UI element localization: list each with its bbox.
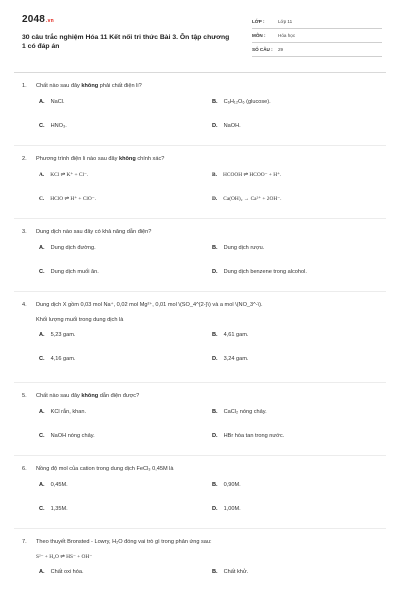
question-stem xyxy=(22,301,382,309)
option-label: C. xyxy=(39,123,45,129)
option-label: C. xyxy=(39,506,45,512)
option-text: HBr hòa tan trong nước. xyxy=(223,433,285,439)
question-1 xyxy=(22,82,382,139)
answer-options xyxy=(22,482,382,522)
option-b[interactable] xyxy=(212,245,264,251)
option-text: 1,35M. xyxy=(50,506,68,512)
option-text: 4,61 gam. xyxy=(223,332,249,338)
question-stem xyxy=(22,155,382,163)
option-c[interactable] xyxy=(39,506,68,512)
option-b[interactable] xyxy=(212,569,248,575)
question-3 xyxy=(22,228,382,285)
option-text: 0,45M. xyxy=(50,482,68,488)
question-7 xyxy=(22,538,382,583)
option-d[interactable] xyxy=(212,123,241,129)
question-stem xyxy=(22,392,382,400)
option-b[interactable] xyxy=(212,482,241,488)
option-text: NaCl. xyxy=(50,99,65,105)
option-label: D. xyxy=(212,123,218,129)
option-a[interactable] xyxy=(39,245,96,251)
meta-key: SỐ CÂU : xyxy=(252,47,273,52)
option-c[interactable] xyxy=(39,196,96,202)
option-text: 3,24 gam. xyxy=(223,356,249,362)
option-b[interactable] xyxy=(212,332,248,338)
page-title: 30 câu trắc nghiệm Hóa 11 Kết nối tri thức Bài 3. Ôn tập chương 1 có đáp án xyxy=(22,34,230,50)
question-stem xyxy=(22,538,382,546)
stem-bold: không xyxy=(81,83,99,89)
option-label: A. xyxy=(39,332,45,338)
option-text: 5,23 gam. xyxy=(50,332,76,338)
stem-part: Phương trình điện li nào sau đây xyxy=(36,156,119,162)
stem-bold: không xyxy=(81,393,99,399)
option-text: Dung dịch muối ăn. xyxy=(50,269,99,275)
option-label: D. xyxy=(212,356,218,362)
question-text: Nồng độ mol của cation trong dung dịch FeCl₃ 0,45M là xyxy=(36,466,174,472)
option-text: Dung dịch rượu. xyxy=(223,245,265,251)
header-divider xyxy=(14,72,386,73)
stem-part: Chất nào sau đây xyxy=(36,83,82,89)
option-label: B. xyxy=(212,482,218,488)
option-label: C. xyxy=(39,433,45,439)
option-a[interactable] xyxy=(39,99,65,105)
answer-options xyxy=(22,332,382,372)
stem-part: phải chất điện li? xyxy=(98,83,142,89)
answer-options xyxy=(22,99,382,139)
question-number: 1. xyxy=(22,83,27,89)
question-separator xyxy=(14,145,386,146)
option-text: HClO ⇌ H⁺ + ClO⁻. xyxy=(50,196,96,202)
option-label: A. xyxy=(39,99,45,105)
stem-part: dẫn điện được? xyxy=(98,393,140,399)
meta-panel xyxy=(252,18,382,60)
question-stem xyxy=(22,465,382,473)
option-text: KCl ⇌ K⁺ + Cl⁻. xyxy=(50,172,89,178)
question-text xyxy=(36,155,382,163)
site-logo[interactable] xyxy=(22,14,54,25)
question-continuation: Khối lượng muối trong dung dịch là xyxy=(36,317,124,323)
meta-value: Hóa học xyxy=(278,33,296,38)
option-label: B. xyxy=(212,172,217,178)
question-text: Dung dịch nào sau đây có khả năng dẫn điện? xyxy=(36,229,152,235)
question-number: 5. xyxy=(22,393,27,399)
question-number: 7. xyxy=(22,539,27,545)
option-label: B. xyxy=(212,569,218,575)
stem-bold: không xyxy=(118,156,136,162)
option-label: A. xyxy=(39,482,45,488)
question-2 xyxy=(22,155,382,212)
option-c[interactable] xyxy=(39,356,75,362)
option-label: C. xyxy=(39,269,45,275)
question-number: 4. xyxy=(22,302,27,308)
option-text: Chất khử. xyxy=(223,569,249,575)
option-label: D. xyxy=(212,269,218,275)
option-label: B. xyxy=(212,332,218,338)
option-label: A. xyxy=(39,245,45,251)
option-text: NaOH nóng chảy. xyxy=(50,433,95,439)
option-label: D. xyxy=(212,433,218,439)
stem-part: chính xác? xyxy=(135,156,165,162)
option-label: D. xyxy=(212,506,218,512)
meta-key: LỚP : xyxy=(252,19,265,24)
option-b[interactable] xyxy=(212,409,267,415)
option-label: C. xyxy=(39,356,45,362)
option-a[interactable] xyxy=(39,409,86,415)
option-text: HNO₃. xyxy=(50,123,67,129)
option-text: Chất oxi hóa. xyxy=(50,569,84,575)
option-text: C₆H₁₂O₆ (glucose). xyxy=(223,99,271,105)
option-d[interactable] xyxy=(212,269,307,275)
meta-value: Lớp 11 xyxy=(278,19,293,24)
option-d[interactable] xyxy=(212,196,281,202)
option-c[interactable] xyxy=(39,269,99,275)
option-b[interactable] xyxy=(212,172,281,178)
meta-key: MÔN : xyxy=(252,33,266,38)
option-a[interactable] xyxy=(39,332,75,338)
option-d[interactable] xyxy=(212,506,241,512)
question-separator xyxy=(14,455,386,456)
question-number: 6. xyxy=(22,466,27,472)
question-number: 3. xyxy=(22,229,27,235)
option-text: HCOOH ⇌ HCOO⁻ + H⁺. xyxy=(222,172,282,178)
answer-options xyxy=(22,245,382,285)
option-text: 4,16 gam. xyxy=(50,356,76,362)
stem-part: Chất nào sau đây xyxy=(36,393,82,399)
option-label: B. xyxy=(212,245,218,251)
option-label: B. xyxy=(212,99,218,105)
option-label: B. xyxy=(212,409,218,415)
question-6 xyxy=(22,465,382,522)
question-number: 2. xyxy=(22,156,27,162)
option-text: Ca(OH)₂ → Ca²⁺ + 2OH⁻. xyxy=(223,196,282,202)
option-a[interactable] xyxy=(39,172,88,178)
option-label: A. xyxy=(39,172,45,178)
question-text: Dung dịch X gồm 0,03 mol Na⁺, 0,02 mol Mg²⁺, 0,01 mol \(SO_4^{2-}\) và a mol \(NO_3^-\). xyxy=(36,302,263,308)
option-text: CaCl₂ nóng chảy. xyxy=(223,409,267,415)
option-label: C. xyxy=(39,196,45,202)
answer-options xyxy=(22,409,382,449)
question-text xyxy=(36,82,382,90)
option-text: 1,00M. xyxy=(223,506,241,512)
question-stem xyxy=(22,228,382,236)
option-a[interactable] xyxy=(39,482,68,488)
question-separator xyxy=(14,382,386,383)
meta-row-class xyxy=(252,18,382,29)
option-label: A. xyxy=(39,569,45,575)
header xyxy=(22,14,382,62)
option-d[interactable] xyxy=(212,356,248,362)
option-c[interactable] xyxy=(39,433,95,439)
option-c[interactable] xyxy=(39,123,67,129)
option-text: NaOH. xyxy=(223,123,241,129)
answer-options xyxy=(22,172,382,212)
logo-suffix: .vn xyxy=(46,18,54,24)
answer-options xyxy=(22,569,382,583)
option-d[interactable] xyxy=(212,433,284,439)
question-stem xyxy=(22,82,382,90)
option-b[interactable] xyxy=(212,99,271,105)
option-a[interactable] xyxy=(39,569,84,575)
question-4 xyxy=(22,301,382,372)
meta-row-count xyxy=(252,46,382,57)
option-text: KCl rắn, khan. xyxy=(50,409,87,415)
option-text: 0,90M. xyxy=(223,482,241,488)
meta-value: 29 xyxy=(278,47,284,52)
reaction-equation: S²⁻ + H₂O ⇌ HS⁻ + OH⁻ xyxy=(36,554,93,560)
question-separator xyxy=(14,291,386,292)
question-text: Theo thuyết Bronsted - Lowry, H₂O đóng vai trò gì trong phản ứng sau: xyxy=(36,539,212,545)
logo-main: 2048 xyxy=(22,14,46,25)
question-text xyxy=(36,392,382,400)
option-label: D. xyxy=(212,196,218,202)
question-5 xyxy=(22,392,382,449)
meta-row-subject xyxy=(252,32,382,43)
option-text: Dung dịch đường. xyxy=(50,245,96,251)
option-label: A. xyxy=(39,409,45,415)
option-text: Dung dịch benzene trong alcohol. xyxy=(223,269,307,275)
question-separator xyxy=(14,218,386,219)
question-separator xyxy=(14,528,386,529)
